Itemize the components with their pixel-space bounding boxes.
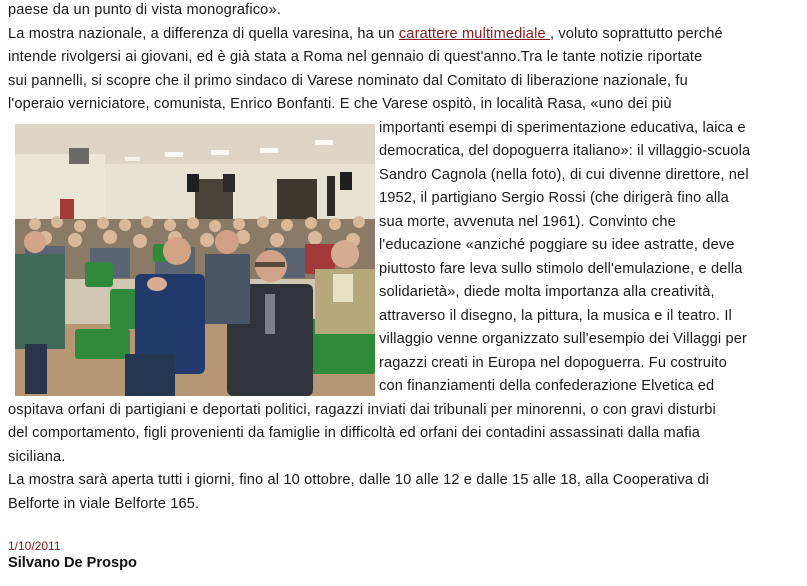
article-photo [15,124,375,396]
text-line: paese da un punto di vista monografico». [8,2,281,18]
post-author: Silvano De Prospo [8,555,137,571]
audience-photo-illustration [15,124,375,396]
text-line: solidarietà», diede molta importanza alla creatività, [379,284,715,300]
text-line: con finanziamenti della confederazione Elvetica ed [379,378,715,394]
text-line: ragazzi creati in Europa nel dopoguerra. Fu costruito [379,354,727,371]
text-fragment: , voluto soprattutto perché [549,25,723,42]
text-line: intende rivolgersi ai giovani, ed è già stata a Roma nel gennaio di quest'anno.Tra le tante notizie riportate [8,49,703,65]
post-date: 1/10/2011 [8,539,61,553]
text-line: sui pannelli, si scopre che il primo sindaco di Varese nominato dal Comitato di liberazione nazionale, fu [8,72,688,89]
text-line: democratica, del dopoguerra italiano»: il villaggio-scuola [379,143,751,159]
text-line [8,23,798,47]
carattere-multimediale-link[interactable]: carattere multimediale [398,25,550,42]
text-line: Sandro Cagnola (nella foto), di cui divenne direttore, nel [379,166,749,183]
text-line: del comportamento, figli provenienti da famiglie in difficoltà ed orfani dei contadini assassinati dalla mafia [8,425,700,441]
text-line: La mostra sarà aperta tutti i giorni, fino al 10 ottobre, dalle 10 alle 12 e dalle 15 alle 18, alla Cooperativa di [8,472,709,488]
text-line: l'educazione «anziché poggiare su idee astratte, deve [379,237,735,253]
text-line: piuttosto fare leva sullo stimolo dell'emulazione, e della [379,260,743,277]
text-line: importanti esempi di sperimentazione educativa, laica e [379,119,746,136]
text-line: siciliana. [8,448,66,465]
text-line: sua morte, avvenuta nel 1961). Convinto che [379,213,676,230]
text-line: Belforte in viale Belforte 165. [8,495,200,512]
text-line: attraverso il disegno, la pittura, la musica e il teatro. Il [379,307,732,324]
text-line: villaggio venne organizzato sull'esempio dei Villaggi per [379,331,748,347]
text-line: ospitava orfani di partigiani e deportati politici, ragazzi inviati dai tribunali per minorenni, o con gravi disturbi [8,401,716,418]
text-line: l'operaio verniciatore, comunista, Enrico Bonfanti. E che Varese ospitò, in località Rasa, «uno dei più [8,96,672,112]
text-line: 1952, il partigiano Sergio Rossi (che dirigerà fino alla [379,190,729,206]
text-fragment: La mostra nazionale, a differenza di quella varesina, ha un [8,25,399,42]
